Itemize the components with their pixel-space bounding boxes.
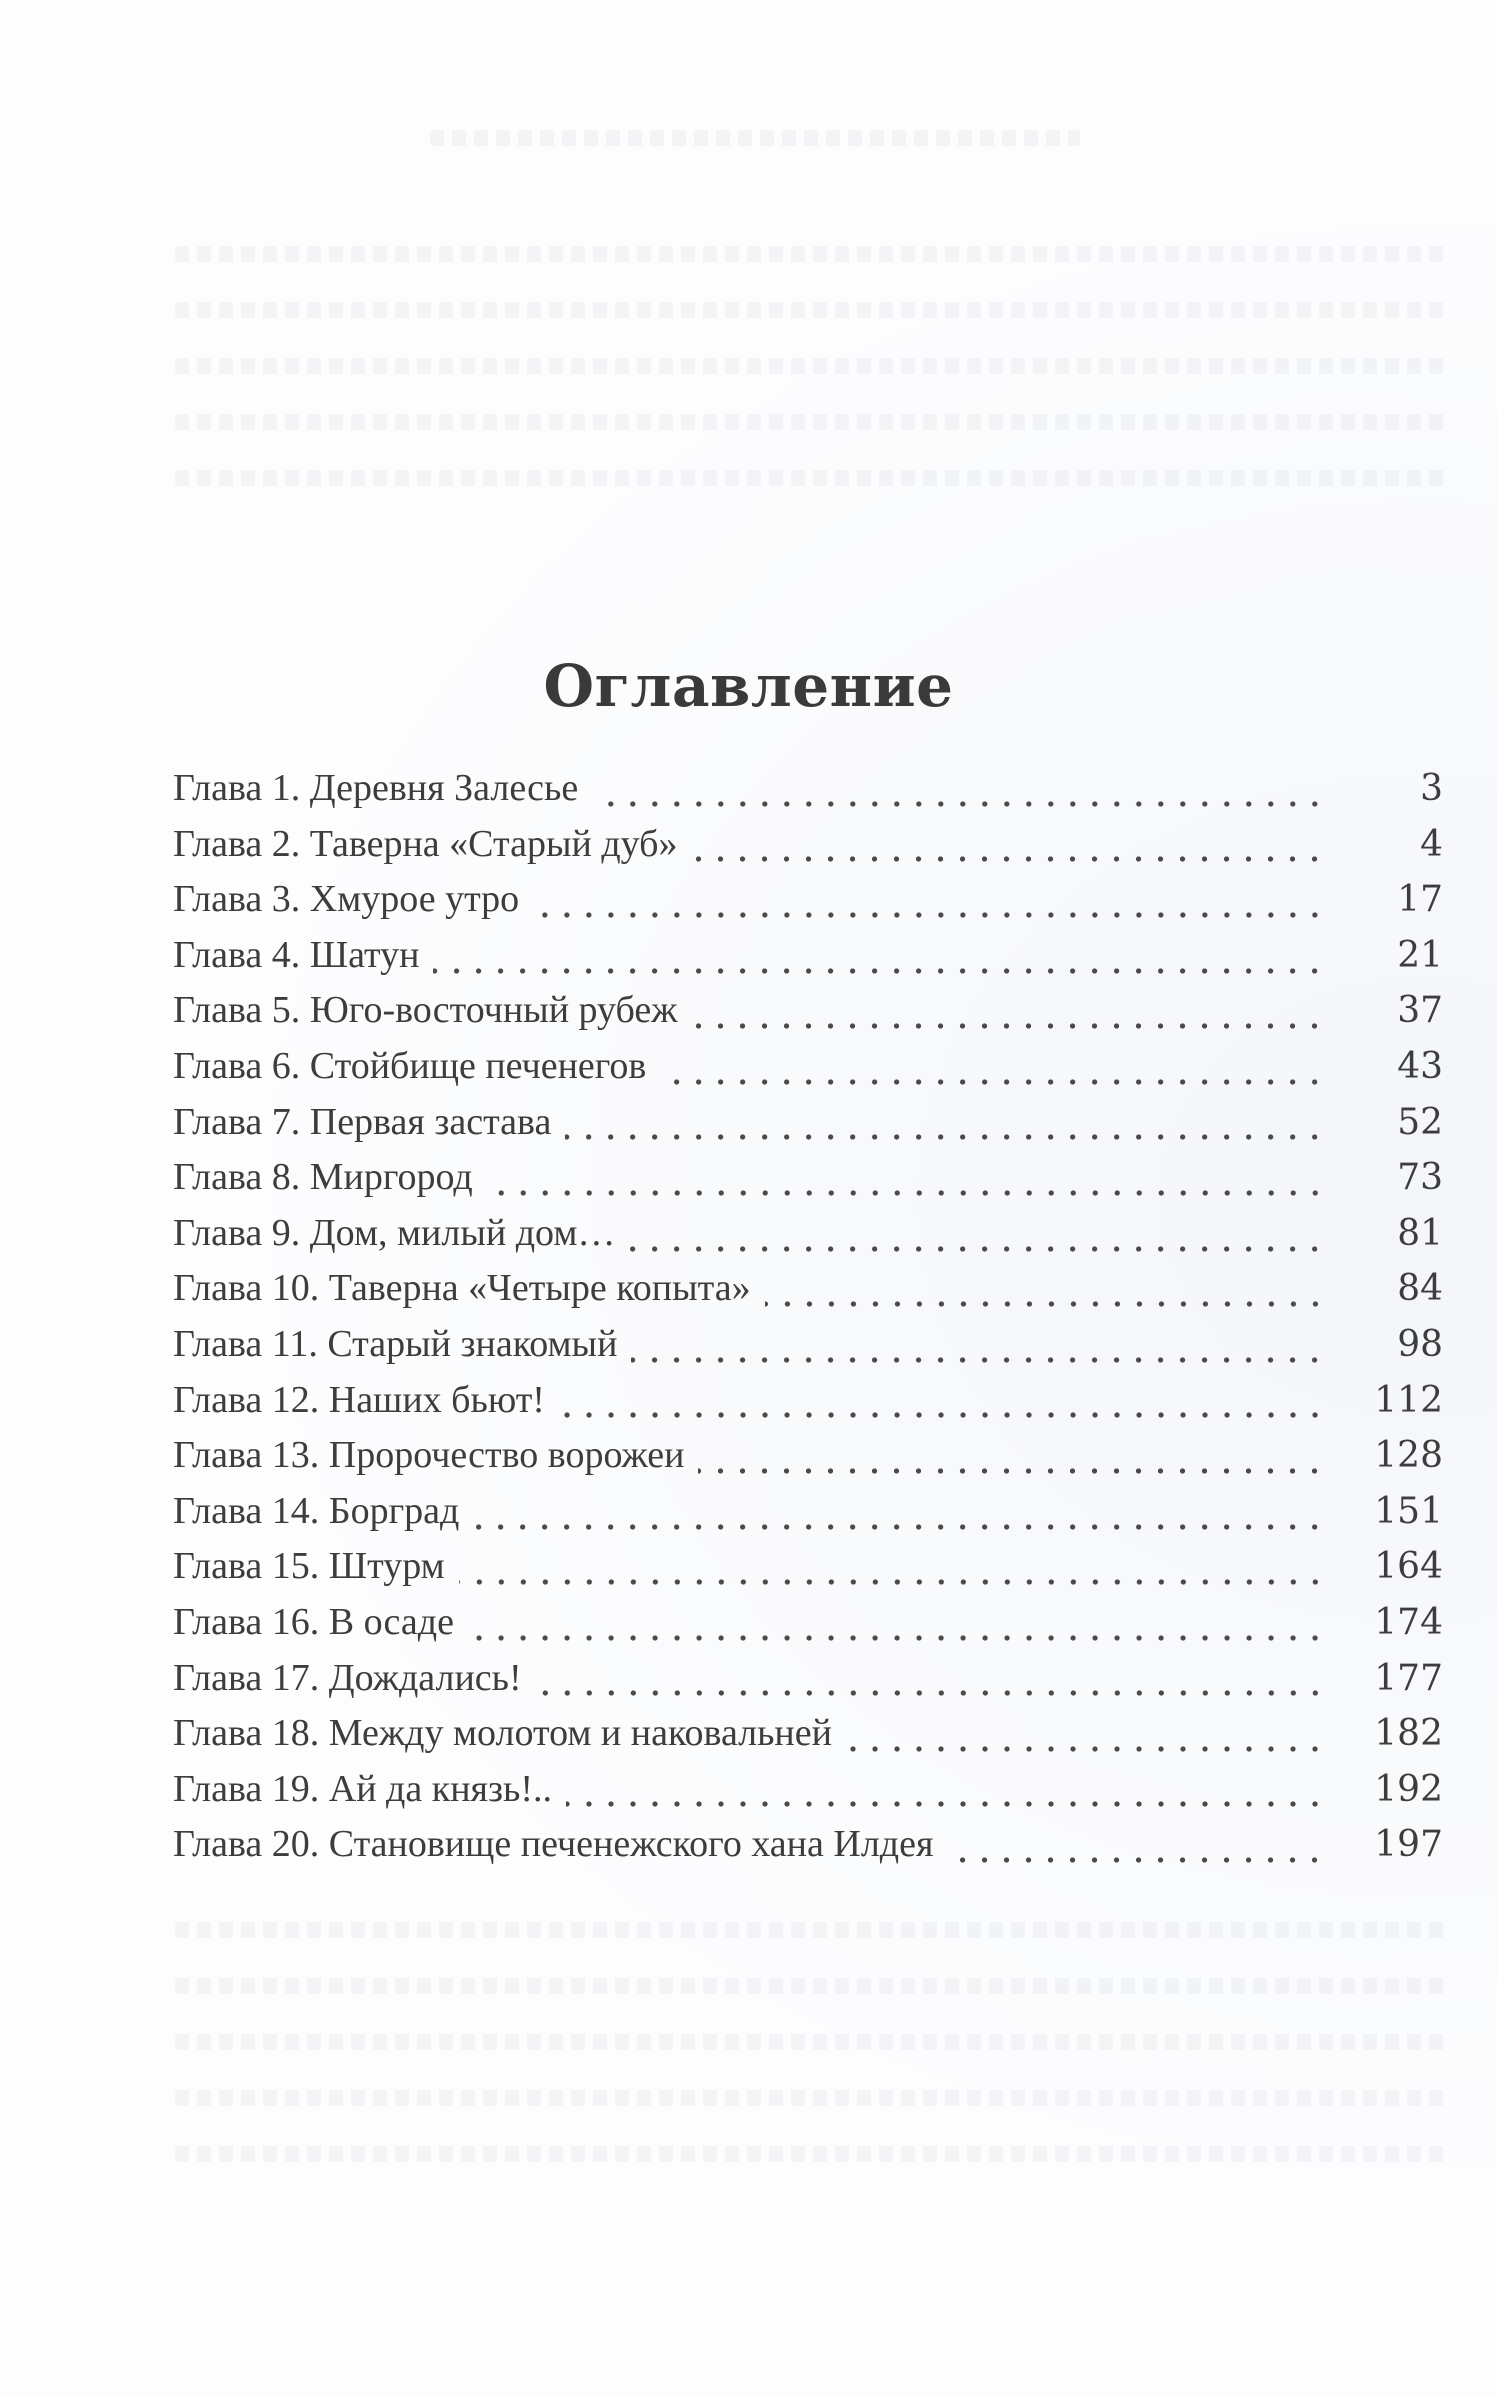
toc-entry-page: 112 — [1374, 1379, 1443, 1421]
dot-leader — [691, 1016, 1326, 1036]
toc-entry[interactable] — [173, 1489, 1443, 1545]
dot-leader — [536, 1683, 1326, 1703]
toc-entry[interactable] — [173, 877, 1443, 933]
toc-entry-page: 128 — [1374, 1435, 1443, 1477]
show-through-texture — [175, 1922, 1450, 1938]
toc-entry[interactable] — [173, 988, 1443, 1044]
toc-entry-title: Глава 19. Ай да князь!.. — [173, 1767, 552, 1810]
toc-entry-page: 37 — [1397, 990, 1443, 1032]
toc-entry-page: 177 — [1374, 1657, 1443, 1699]
dot-leader — [846, 1739, 1326, 1759]
toc-entry-page: 164 — [1374, 1546, 1443, 1588]
toc-entry-title: Глава 12. Наших бьют! — [173, 1378, 545, 1421]
dot-leader — [468, 1628, 1326, 1648]
toc-entry-title: Глава 14. Борград — [173, 1489, 460, 1532]
dot-leader — [698, 1461, 1326, 1481]
toc-entry[interactable] — [173, 1656, 1443, 1712]
toc-entry-page: 151 — [1374, 1490, 1443, 1532]
toc-entry-title: Глава 13. Пророчество ворожеи — [173, 1434, 685, 1477]
toc-entry[interactable] — [173, 1600, 1443, 1656]
toc-entry[interactable] — [173, 1155, 1443, 1211]
toc-entry-page: 43 — [1397, 1045, 1443, 1087]
toc-entry-title: Глава 18. Между молотом и наковальней — [173, 1712, 832, 1755]
dot-leader — [566, 1794, 1326, 1814]
toc-entry-page: 21 — [1397, 934, 1443, 976]
show-through-texture — [175, 470, 1450, 486]
toc-entry[interactable] — [173, 766, 1443, 822]
dot-leader — [487, 1183, 1326, 1203]
toc-entry[interactable] — [173, 1266, 1443, 1322]
toc-entry-title: Глава 15. Штурм — [173, 1545, 445, 1588]
dot-leader — [559, 1405, 1326, 1425]
show-through-texture — [175, 414, 1450, 430]
toc-entry-page: 4 — [1420, 823, 1443, 865]
show-through-texture — [175, 302, 1450, 318]
show-through-texture — [430, 130, 1080, 146]
toc-entry[interactable] — [173, 1322, 1443, 1378]
show-through-texture — [175, 358, 1450, 374]
toc-entry-title: Глава 20. Становище печенежского хана Илдея — [173, 1823, 934, 1866]
show-through-texture — [175, 2090, 1450, 2106]
toc-entry-page: 174 — [1374, 1601, 1443, 1643]
toc-entry-page: 98 — [1397, 1323, 1443, 1365]
dot-leader — [473, 1517, 1326, 1537]
toc-entry[interactable] — [173, 1100, 1443, 1156]
table-of-contents — [173, 766, 1443, 1878]
toc-entry-page: 81 — [1397, 1212, 1443, 1254]
dot-leader — [631, 1350, 1326, 1370]
show-through-texture — [175, 2034, 1450, 2050]
toc-entry-page: 3 — [1420, 768, 1443, 809]
dot-leader — [433, 961, 1326, 981]
dot-leader — [765, 1294, 1326, 1314]
toc-entry-title: Глава 10. Таверна «Четыре копыта» — [173, 1267, 751, 1310]
toc-entry-page: 17 — [1397, 879, 1443, 921]
toc-entry-title: Глава 2. Таверна «Старый дуб» — [173, 822, 678, 865]
dot-leader — [691, 849, 1326, 869]
toc-entry[interactable] — [173, 1822, 1443, 1878]
show-through-texture — [175, 1978, 1450, 1994]
toc-entry[interactable] — [173, 1433, 1443, 1489]
toc-entry[interactable] — [173, 1767, 1443, 1823]
toc-entry-title: Глава 3. Хмурое утро — [173, 878, 520, 921]
toc-entry-title: Глава 6. Стойбище печенегов — [173, 1044, 647, 1087]
toc-entry-title: Глава 1. Деревня Залесье — [173, 767, 579, 809]
toc-entry-title: Глава 5. Юго-восточный рубеж — [173, 989, 678, 1032]
dot-leader — [660, 1072, 1326, 1092]
toc-entry[interactable] — [173, 1211, 1443, 1267]
toc-entry[interactable] — [173, 1378, 1443, 1434]
toc-entry[interactable] — [173, 933, 1443, 989]
toc-entry-title: Глава 9. Дом, милый дом… — [173, 1211, 616, 1254]
toc-entry-title: Глава 7. Первая застава — [173, 1100, 552, 1143]
toc-entry-page: 182 — [1374, 1713, 1443, 1755]
toc-entry-title: Глава 8. Миргород — [173, 1156, 473, 1199]
page-title: Оглавление — [543, 652, 954, 720]
dot-leader — [947, 1850, 1326, 1870]
dot-leader — [565, 1127, 1326, 1147]
toc-entry-page: 192 — [1374, 1768, 1443, 1810]
toc-entry[interactable] — [173, 1711, 1443, 1767]
toc-entry-title: Глава 4. Шатун — [173, 933, 420, 976]
toc-entry[interactable] — [173, 1044, 1443, 1100]
toc-entry-title: Глава 16. В осаде — [173, 1600, 454, 1643]
show-through-texture — [175, 2146, 1450, 2162]
toc-entry[interactable] — [173, 822, 1443, 878]
toc-entry-page: 73 — [1397, 1157, 1443, 1199]
toc-entry[interactable] — [173, 1544, 1443, 1600]
dot-leader — [533, 905, 1326, 925]
toc-entry-page: 197 — [1374, 1824, 1443, 1866]
dot-leader — [629, 1239, 1326, 1259]
dot-leader — [592, 794, 1326, 814]
toc-entry-page: 52 — [1397, 1101, 1443, 1143]
toc-entry-title: Глава 17. Дождались! — [173, 1656, 522, 1699]
toc-entry-title: Глава 11. Старый знакомый — [173, 1322, 618, 1365]
toc-entry-page: 84 — [1397, 1268, 1443, 1310]
show-through-texture — [175, 246, 1450, 262]
dot-leader — [459, 1572, 1326, 1592]
